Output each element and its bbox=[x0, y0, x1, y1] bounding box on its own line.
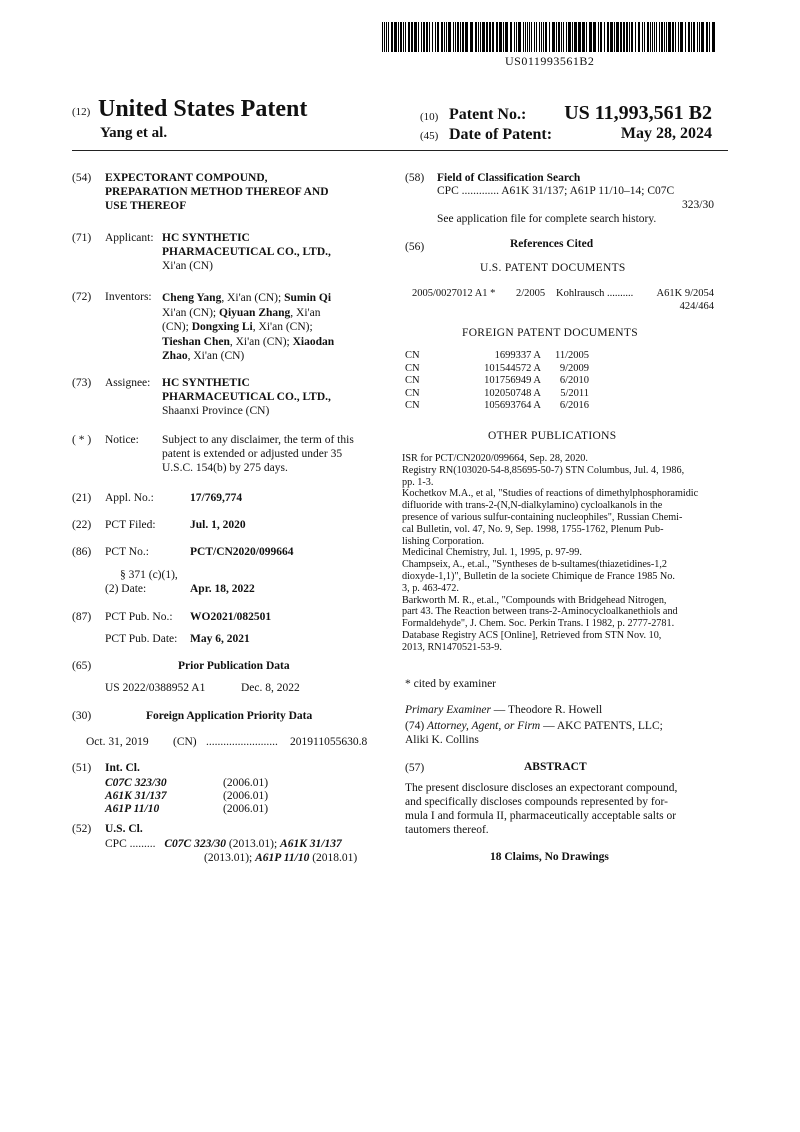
appl-no-label: Appl. No.: bbox=[105, 492, 154, 504]
other-publications-list: ISR for PCT/CN2020/099664, Sep. 28, 2020. Registry RN(103020-54-8,85695-50-7) STN Columbus, Jul. 4, 1986, pp. 1-3. Kochetkov M.A., et al, "Studies of reactions of dimethylphosphoramidic difluoride with trans-2-(N,N-dialkylamino) cycloalkanols in the presence of various sulfur-containing nucleophiles", Russian Chemi- cal Bulletin, vol. 47, No. 9, Sep. 1998, 1755-1762, Plenum Pub- lishing Corporation. Medicinal Chemistry, Jul. 1, 1995, p. 97-99. Champseix, A., et.al., "Syntheses de b-sultames(thiazetidines-1,2 dioxyde-1,1)", Bulletin de la societe Chimique de France 1985 No. 3, p. 463-472. Barkworth M. R., et.al., "Compounds with Bridgehead Nitrogen, part 43. The Reaction between trans-2-Aminocycloalkanethiols and Formaldehyde", J. Chem. Soc. Perkin Trans. I 1982, p. 2777-2781. Database Registry ACS [Online], Retrieved from STN Nov. 10, 2013, RN1470521-53-9. bbox=[402, 453, 699, 653]
attorney-agent-cont: Aliki K. Collins bbox=[405, 734, 479, 746]
barcode-number: US011993561B2 bbox=[505, 54, 595, 68]
pct-no-label: PCT No.: bbox=[105, 546, 149, 558]
first-inventor-et-al: Yang et al. bbox=[100, 125, 168, 141]
code-87: (87) bbox=[72, 611, 92, 623]
applicant-label: Applicant: bbox=[105, 232, 154, 244]
foreign-patent-row: CN 101544572 A 9/2009 bbox=[405, 362, 589, 374]
pct-filed-value: Jul. 1, 2020 bbox=[190, 519, 246, 531]
pct-pub-no-label: PCT Pub. No.: bbox=[105, 611, 173, 623]
code-57: (57) bbox=[405, 762, 425, 774]
us-cl-heading: U.S. Cl. bbox=[105, 823, 143, 835]
attorney-agent: (74) Attorney, Agent, or Firm — AKC PATENTS, LLC; bbox=[405, 720, 663, 732]
assignee-label: Assignee: bbox=[105, 377, 151, 389]
pct-no-value: PCT/CN2020/099664 bbox=[190, 546, 294, 558]
header-rule bbox=[72, 150, 728, 151]
inventors-value: Cheng Yang, Xi'an (CN); Sumin Qi Xi'an (CN); Qiyuan Zhang, Xi'an (CN); Dongxing Li, Xi'an (CN); Tieshan Chen, Xi'an (CN); Xiaodan Zhao, Xi'an (CN) bbox=[162, 292, 335, 362]
patent-number-label: Patent No.: bbox=[449, 106, 527, 123]
search-history-note: See application file for complete search history. bbox=[437, 213, 657, 225]
foreign-patent-row: CN 102050748 A 5/2011 bbox=[405, 387, 589, 399]
priority-country: (CN) bbox=[173, 736, 197, 748]
us-ref-class: A61K 9/2054 bbox=[656, 288, 714, 299]
pct-pub-no-value: WO2021/082501 bbox=[190, 611, 272, 623]
notice-label: Notice: bbox=[105, 434, 139, 446]
code-51: (51) bbox=[72, 762, 92, 774]
prior-publication-number: US 2022/0388952 A1 bbox=[105, 682, 206, 694]
invention-title: EXPECTORANT COMPOUND, PREPARATION METHOD THEREOF AND USE THEREOF bbox=[105, 172, 329, 212]
section-371-date-value: Apr. 18, 2022 bbox=[190, 583, 255, 595]
us-patent-documents-heading: U.S. PATENT DOCUMENTS bbox=[480, 262, 626, 274]
section-371-label: § 371 (c)(1), bbox=[120, 569, 178, 581]
code-30: (30) bbox=[72, 710, 92, 722]
foreign-patent-table bbox=[405, 350, 589, 413]
foreign-patent-documents-heading: FOREIGN PATENT DOCUMENTS bbox=[462, 327, 638, 339]
prior-publication-date: Dec. 8, 2022 bbox=[241, 682, 300, 694]
section-371-date-label: (2) Date: bbox=[105, 583, 147, 595]
other-publications-heading: OTHER PUBLICATIONS bbox=[488, 430, 617, 442]
us-cl-cpc-line1: CPC ......... C07C 323/30 (2013.01); A61K 31/137 bbox=[105, 838, 342, 850]
references-cited-heading: References Cited bbox=[510, 238, 594, 250]
foreign-priority-heading: Foreign Application Priority Data bbox=[146, 710, 313, 722]
code-56: (56) bbox=[405, 241, 425, 253]
us-cl-cpc-line2: (2013.01); A61P 11/10 (2018.01) bbox=[204, 852, 358, 864]
patent-number: US 11,993,561 B2 bbox=[564, 102, 712, 124]
code-65: (65) bbox=[72, 660, 92, 672]
prior-publication-heading: Prior Publication Data bbox=[178, 660, 290, 672]
applicant-value: HC SYNTHETIC PHARMACEUTICAL CO., LTD., Xi'an (CN) bbox=[162, 232, 331, 272]
priority-number: 201911055630.8 bbox=[290, 736, 368, 748]
int-cl-row: C07C 323/30 (2006.01) bbox=[105, 777, 269, 789]
document-title: United States Patent bbox=[98, 96, 308, 122]
int-cl-heading: Int. Cl. bbox=[105, 762, 140, 774]
barcode bbox=[382, 22, 716, 52]
code-10: (10) bbox=[420, 111, 439, 123]
date-of-patent-label: Date of Patent: bbox=[449, 126, 553, 143]
appl-no-value: 17/769,774 bbox=[190, 492, 243, 504]
foreign-patent-row: CN 1699337 A 11/2005 bbox=[405, 350, 589, 361]
field-of-search-cpc-cont: 323/30 bbox=[682, 199, 714, 211]
code-58: (58) bbox=[405, 172, 425, 184]
code-52: (52) bbox=[72, 823, 92, 835]
code-21: (21) bbox=[72, 492, 92, 504]
cited-by-examiner: * cited by examiner bbox=[405, 678, 497, 690]
abstract-heading: ABSTRACT bbox=[524, 761, 587, 773]
date-of-patent: May 28, 2024 bbox=[620, 125, 712, 142]
primary-examiner: Primary Examiner — Theodore R. Howell bbox=[405, 704, 603, 716]
assignee-value: HC SYNTHETIC PHARMACEUTICAL CO., LTD., Shaanxi Province (CN) bbox=[162, 377, 331, 417]
foreign-patent-row: CN 105693764 A 6/2016 bbox=[405, 400, 589, 412]
code-73: (73) bbox=[72, 377, 92, 389]
field-of-search-cpc: CPC ............. A61K 31/137; A61P 11/10–14; C07C bbox=[437, 185, 675, 197]
us-ref-class-2: 424/464 bbox=[679, 301, 714, 312]
int-cl-list bbox=[105, 777, 268, 817]
priority-date: Oct. 31, 2019 bbox=[86, 736, 149, 748]
pct-pub-date-label: PCT Pub. Date: bbox=[105, 633, 178, 645]
code-45: (45) bbox=[420, 130, 439, 142]
field-of-search-heading: Field of Classification Search bbox=[437, 172, 581, 184]
claims-summary: 18 Claims, No Drawings bbox=[490, 851, 609, 863]
us-ref-date: 2/2005 bbox=[516, 288, 546, 299]
code-71: (71) bbox=[72, 232, 92, 244]
pct-pub-date-value: May 6, 2021 bbox=[190, 633, 250, 645]
int-cl-row: A61K 31/137 (2006.01) bbox=[105, 790, 269, 803]
foreign-patent-row: CN 101756949 A 6/2010 bbox=[405, 375, 589, 387]
int-cl-row: A61P 11/10 (2006.01) bbox=[105, 803, 269, 816]
code-72: (72) bbox=[72, 291, 92, 303]
code-notice: ( * ) bbox=[72, 434, 92, 446]
priority-dots: ......................... bbox=[206, 736, 278, 748]
inventors-label: Inventors: bbox=[105, 291, 152, 303]
abstract-text: The present disclosure discloses an expectorant compound, and specifically discloses compounds represented by for- mula I and formula II, pharmaceutically acceptable salts or tautomers thereof. bbox=[405, 782, 678, 836]
code-54: (54) bbox=[72, 172, 92, 184]
code-86: (86) bbox=[72, 546, 92, 558]
code-22: (22) bbox=[72, 519, 92, 531]
notice-text: Subject to any disclaimer, the term of this patent is extended or adjusted under 35 U.S.C. 154(b) by 275 days. bbox=[162, 434, 354, 474]
us-ref-publication: 2005/0027012 A1 * bbox=[412, 288, 496, 299]
us-ref-name: Kohlrausch .......... bbox=[556, 288, 634, 299]
pct-filed-label: PCT Filed: bbox=[105, 519, 156, 531]
kind-code-12: (12) bbox=[72, 106, 91, 118]
